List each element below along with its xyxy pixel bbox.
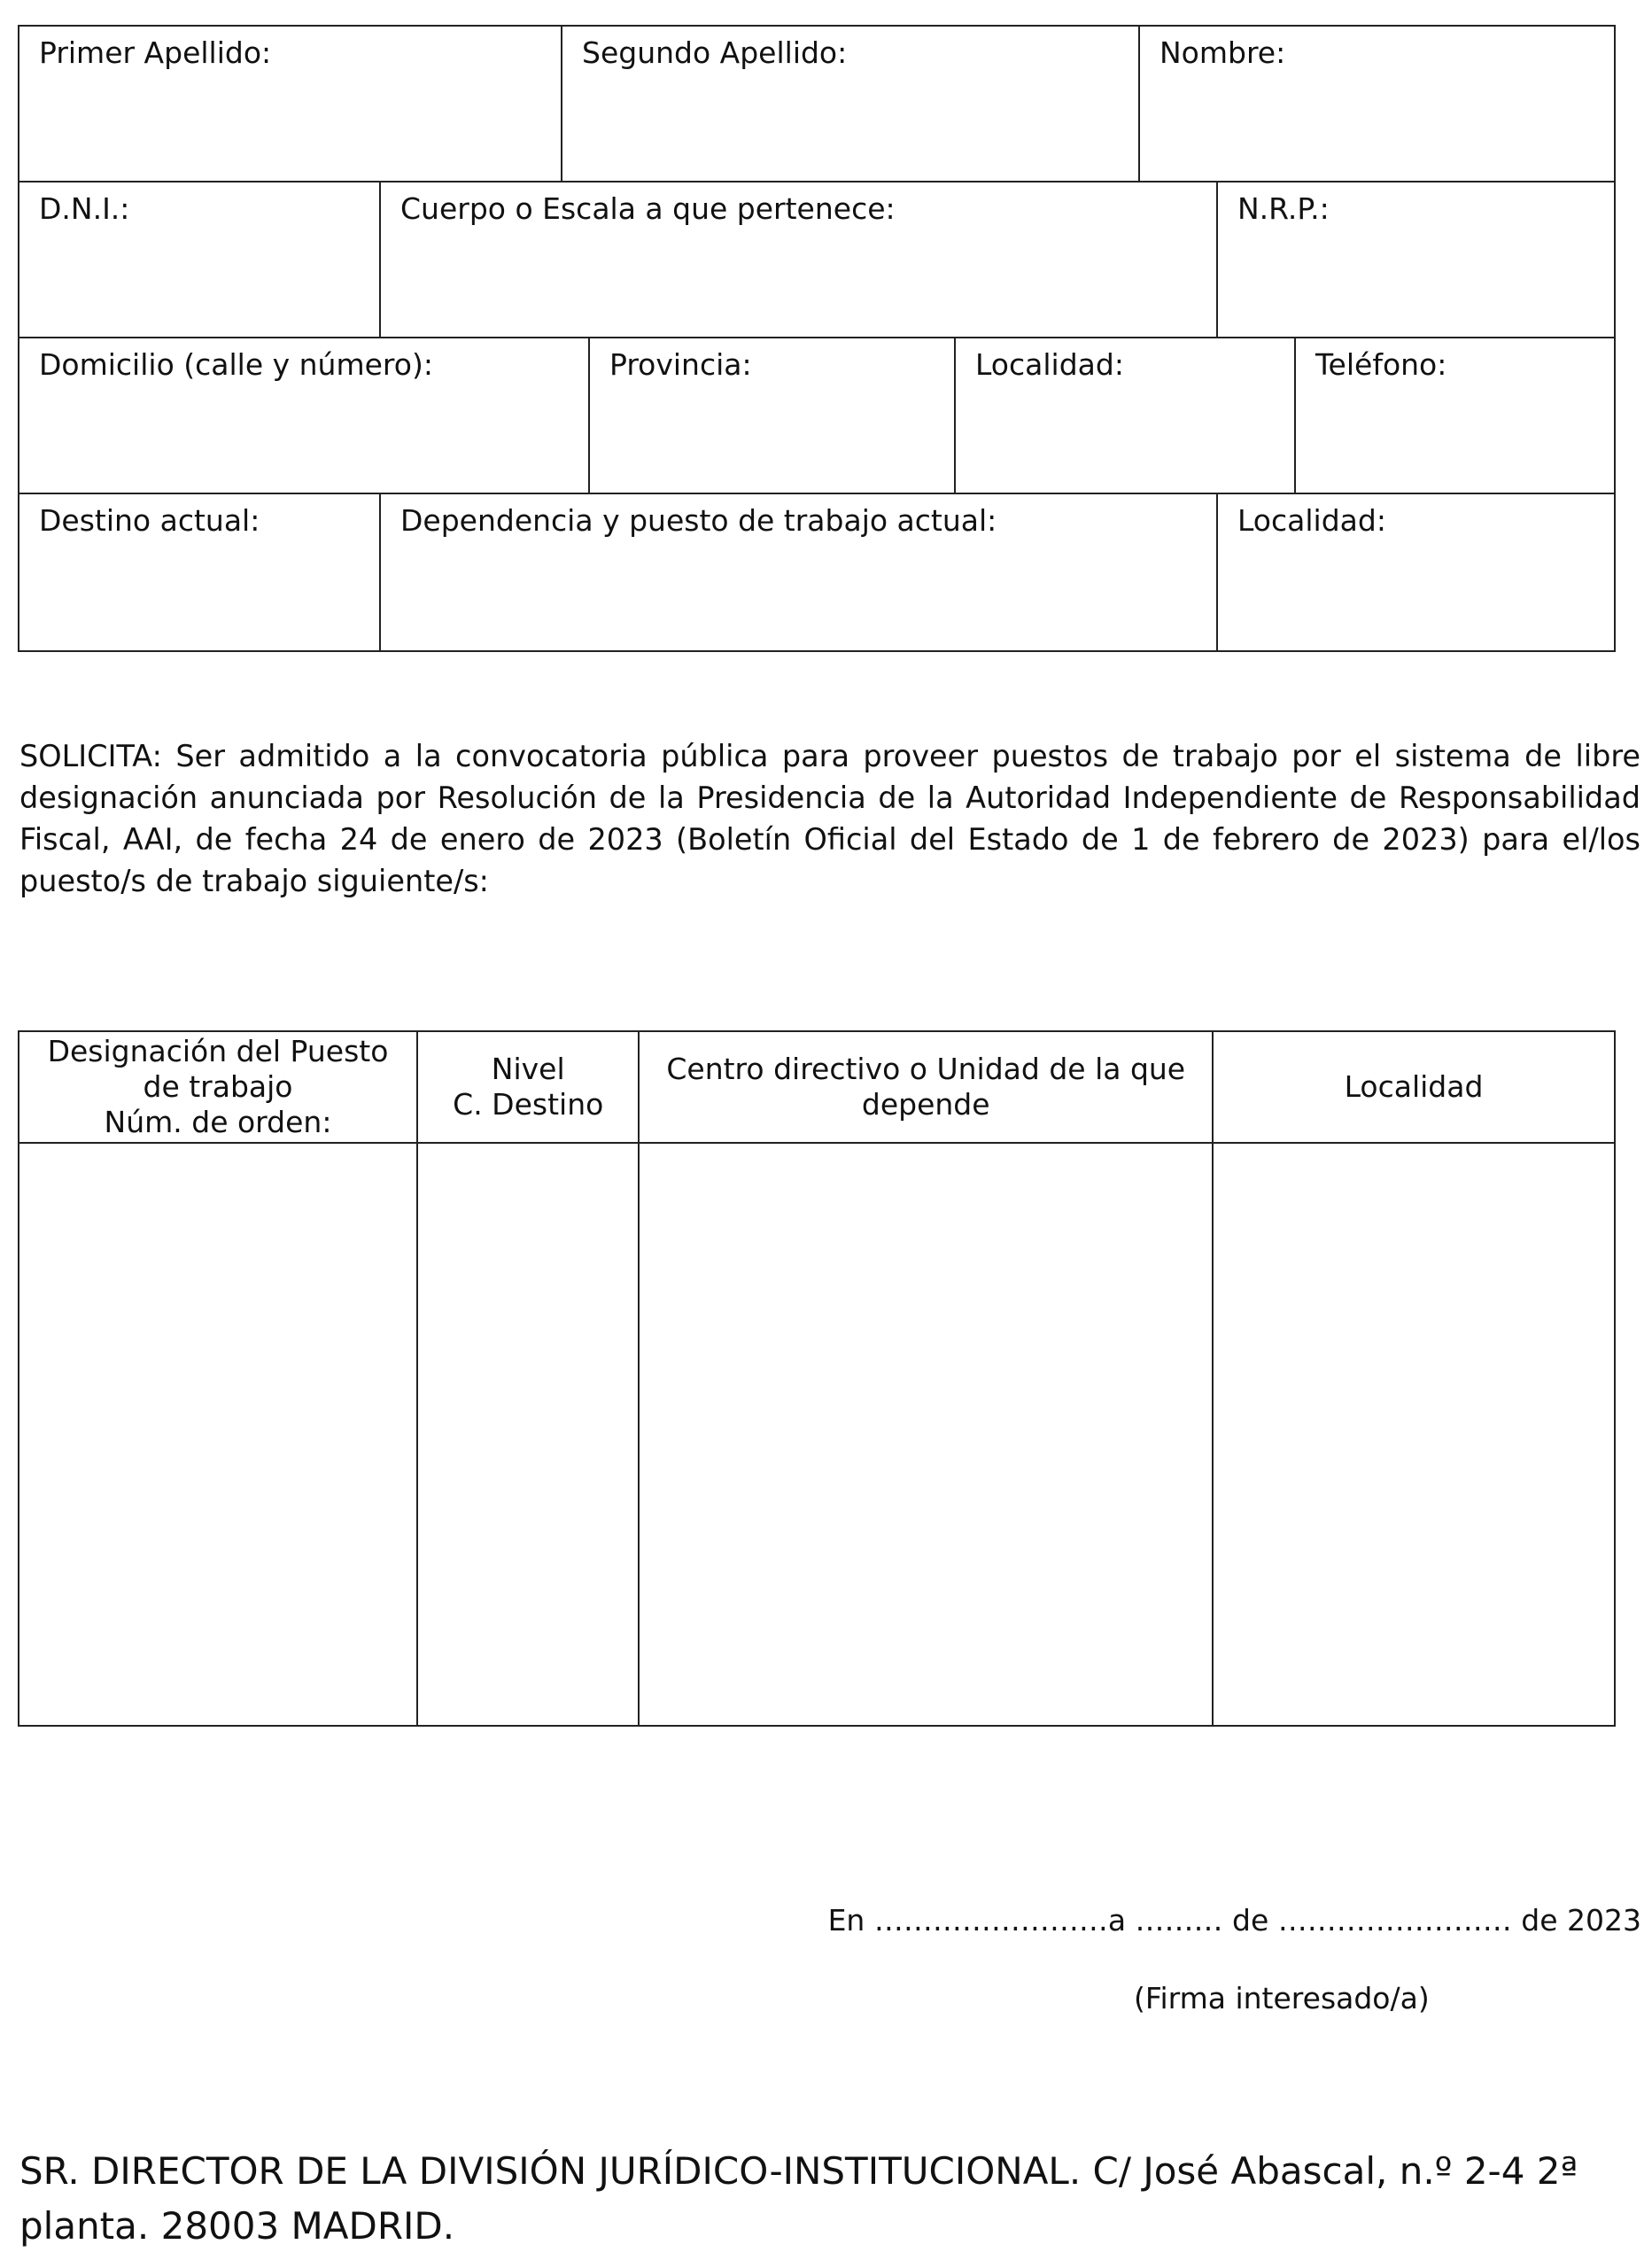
footer-address: SR. DIRECTOR DE LA DIVISIÓN JURÍDICO-INSTITUCIONAL. C/ José Abascal, n.º 2-4 2ª planta. 28003 MADRID.	[19, 2149, 1578, 2248]
locality-field[interactable]	[956, 338, 1296, 493]
directive-center-cell[interactable]	[640, 1144, 1214, 1725]
corps-label: Cuerpo o Escala a que pertenece:	[400, 191, 896, 226]
date-line: En ……………………a ……… de …………………… de 2023	[827, 1903, 1641, 1938]
dni-label: D.N.I.:	[39, 191, 130, 226]
header-level: Nivel C. Destino	[418, 1032, 640, 1142]
locality-label: Localidad:	[975, 347, 1124, 382]
personal-row-address	[19, 338, 1614, 494]
name-label: Nombre:	[1160, 35, 1286, 70]
header-directive-center: Centro directivo o Unidad de la que depende	[640, 1032, 1214, 1142]
personal-data-table	[18, 25, 1616, 652]
second-surname-field[interactable]	[562, 27, 1140, 181]
locality-cell[interactable]	[1214, 1144, 1614, 1725]
post-designation-cell[interactable]	[19, 1144, 418, 1725]
phone-field[interactable]	[1296, 338, 1614, 493]
current-locality-label: Localidad:	[1237, 503, 1386, 538]
current-post-label: Dependencia y puesto de trabajo actual:	[400, 503, 997, 538]
first-surname-label: Primer Apellido:	[39, 35, 272, 70]
positions-header-row	[19, 1032, 1614, 1144]
header-post-designation: Designación del Puesto de trabajo Núm. de orden:	[19, 1032, 418, 1142]
personal-row-destination	[19, 494, 1614, 650]
header-locality: Localidad	[1344, 1069, 1484, 1104]
name-field[interactable]	[1140, 27, 1614, 181]
personal-row-names	[19, 27, 1614, 183]
personal-row-id	[19, 183, 1614, 338]
current-post-field[interactable]	[381, 494, 1218, 650]
positions-table	[18, 1030, 1616, 1727]
level-cell[interactable]	[418, 1144, 640, 1725]
dni-field[interactable]	[19, 183, 381, 337]
positions-body-row	[19, 1144, 1614, 1725]
phone-label: Teléfono:	[1315, 347, 1447, 382]
nrp-field[interactable]	[1218, 183, 1614, 337]
province-field[interactable]	[590, 338, 956, 493]
first-surname-field[interactable]	[19, 27, 562, 181]
request-paragraph: SOLICITA: Ser admitido a la convocatoria pública para proveer puestos de trabajo por el sistema de libre designación anunciada por Resolución de la Presidencia de la Autoridad Independiente de Responsabilidad Fiscal, AAI, de fecha 24 de enero de 2023 (Boletín Oficial del Estado de 1 de febrero de 2023) para el/los puesto/s de trabajo siguiente/s:	[19, 739, 1640, 898]
province-label: Provincia:	[609, 347, 752, 382]
signature-label: (Firma interesado/a)	[1134, 1981, 1430, 2015]
current-destination-field[interactable]	[19, 494, 381, 650]
nrp-label: N.R.P.:	[1237, 191, 1330, 226]
second-surname-label: Segundo Apellido:	[582, 35, 848, 70]
address-label: Domicilio (calle y número):	[39, 347, 433, 382]
address-field[interactable]	[19, 338, 590, 493]
current-locality-field[interactable]	[1218, 494, 1614, 650]
current-destination-label: Destino actual:	[39, 503, 260, 538]
corps-field[interactable]	[381, 183, 1218, 337]
